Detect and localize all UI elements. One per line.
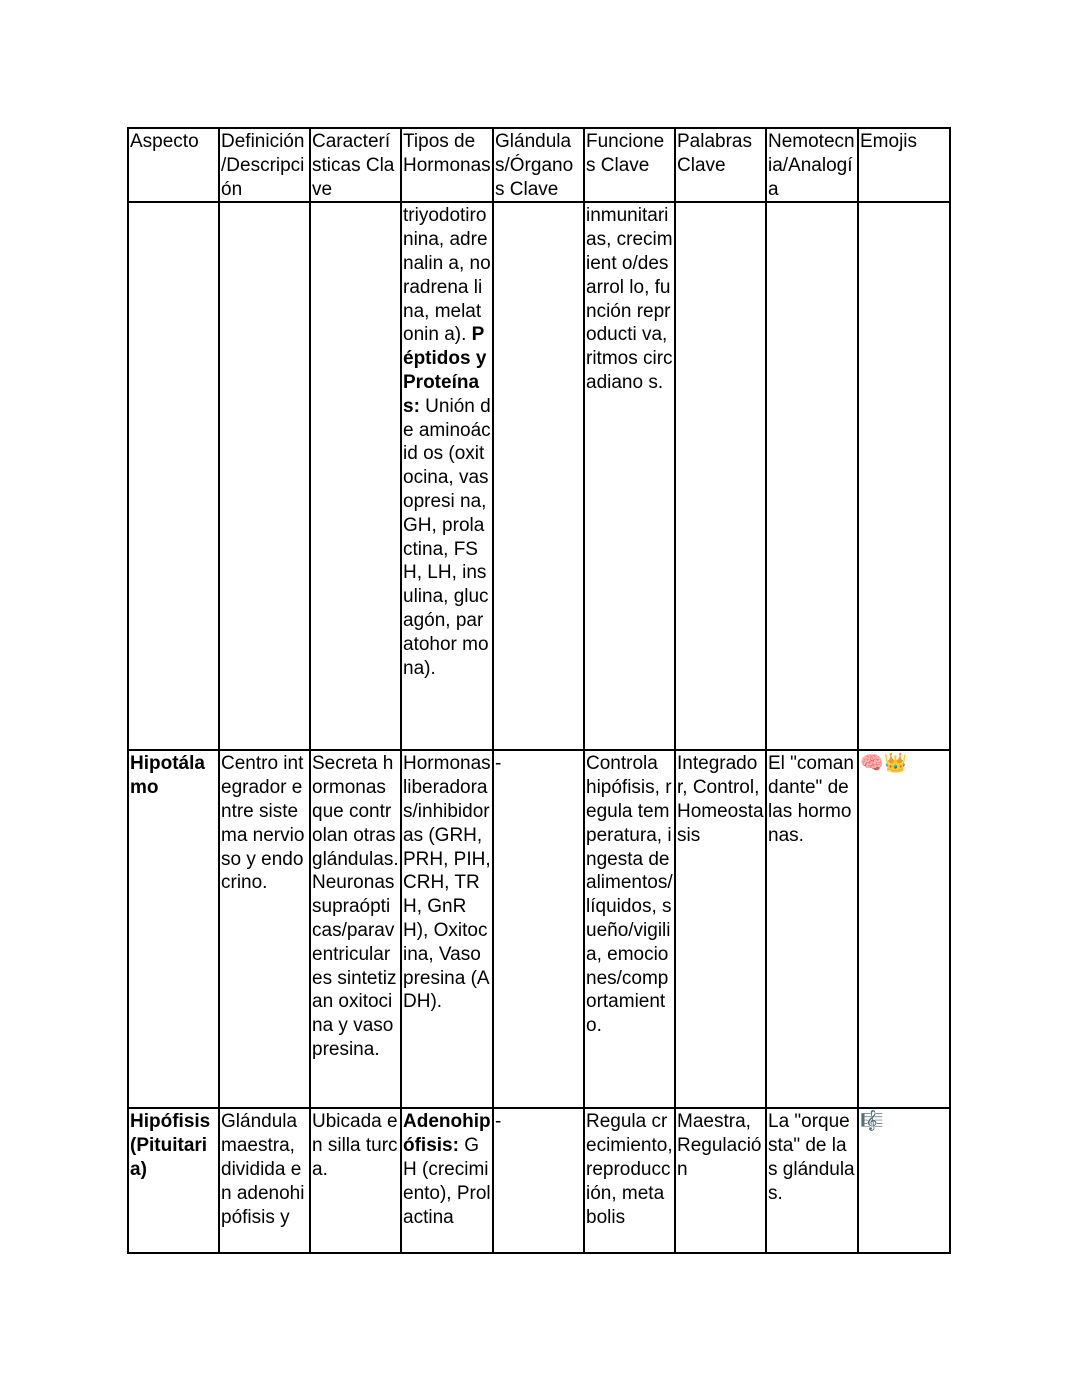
hormone-summary-table (127, 127, 951, 1254)
cell-nemotecnia (766, 202, 858, 750)
cell-caracteristicas: Secreta hormonas que controlan otras glándulas. Neuronas supraópticas/paraventriculares sintetizan oxitocina y vasopresina. (310, 750, 401, 1108)
cell-definicion: Glándula maestra, dividida en adenohipófisis y (219, 1108, 310, 1253)
cell-glandulas: - (493, 750, 584, 1108)
cell-aspecto: Hipófisis (Pituitaria) (128, 1108, 219, 1253)
cell-emojis (858, 202, 950, 750)
cell-glandulas (493, 202, 584, 750)
cell-funciones: Regula crecimiento, reproducción, metabolis (584, 1108, 675, 1253)
header-palabras-clave: Palabras Clave (675, 128, 766, 202)
cell-palabras: Maestra, Regulación (675, 1108, 766, 1253)
cell-funciones: inmunitari as, crecimient o/desarrol lo, función reproducti va, ritmos circadiano s. (584, 202, 675, 750)
tipos-text-c: Unión de aminoácid os (oxitocina, vasopresi na, GH, prolactina, FSH, LH, insulina, glucagón, paratohor mona). (403, 395, 492, 679)
table-row (128, 1108, 950, 1253)
cell-nemotecnia: La "orquesta" de las glándulas. (766, 1108, 858, 1253)
cell-funciones: Controla hipófisis, regula temperatura, ingesta de alimentos/ líquidos, sueño/vigilia, emociones/comportamiento. (584, 750, 675, 1108)
cell-tipos-hormonas: Hormonas liberadoras/inhibidoras (GRH, PRH, PIH, CRH, TRH, GnRH), Oxitocina, Vasopresina (ADH). (401, 750, 493, 1108)
header-aspecto: Aspecto (128, 128, 219, 202)
cell-tipos-hormonas (401, 1108, 493, 1253)
tipos-bold-heading: Adenohipófisis: (403, 1111, 491, 1157)
header-definicion: Definición /Descripci ón (219, 128, 310, 202)
tipos-text-a: triyodotiro nina, adrenalin a, noradrena lina, melatonin a). (403, 205, 492, 346)
cell-nemotecnia: El "comandante" de las hormonas. (766, 750, 858, 1108)
table-header-row (128, 128, 950, 202)
header-caracteristicas: Características Clave (310, 128, 401, 202)
cell-palabras: Integrador, Control, Homeostasis (675, 750, 766, 1108)
header-nemotecnia: Nemotecnia/Analogía (766, 128, 858, 202)
cell-definicion (219, 202, 310, 750)
header-funciones: Funciones Clave (584, 128, 675, 202)
cell-aspecto (128, 202, 219, 750)
cell-tipos-hormonas (401, 202, 493, 750)
cell-caracteristicas: Ubicada en silla turca. (310, 1108, 401, 1253)
tipos-text-rest: GH (crecimiento), Prolactina (403, 1135, 491, 1228)
header-tipos-hormonas: Tipos de Hormonas (401, 128, 493, 202)
cell-aspecto: Hipotálamo (128, 750, 219, 1108)
cell-caracteristicas (310, 202, 401, 750)
cell-palabras (675, 202, 766, 750)
brain-crown-emoji-icon: 🧠👑 (858, 750, 950, 1108)
header-glandulas: Glándulas/Órganos Clave (493, 128, 584, 202)
header-emojis: Emojis (858, 128, 950, 202)
table-row (128, 202, 950, 750)
music-clef-emoji-icon: 🎼 (858, 1108, 950, 1253)
cell-definicion: Centro integrador entre sistema nervioso y endocrino. (219, 750, 310, 1108)
tipos-bold-heading: Péptidos y Proteínas: (403, 324, 492, 417)
cell-glandulas: - (493, 1108, 584, 1253)
table-row (128, 750, 950, 1108)
